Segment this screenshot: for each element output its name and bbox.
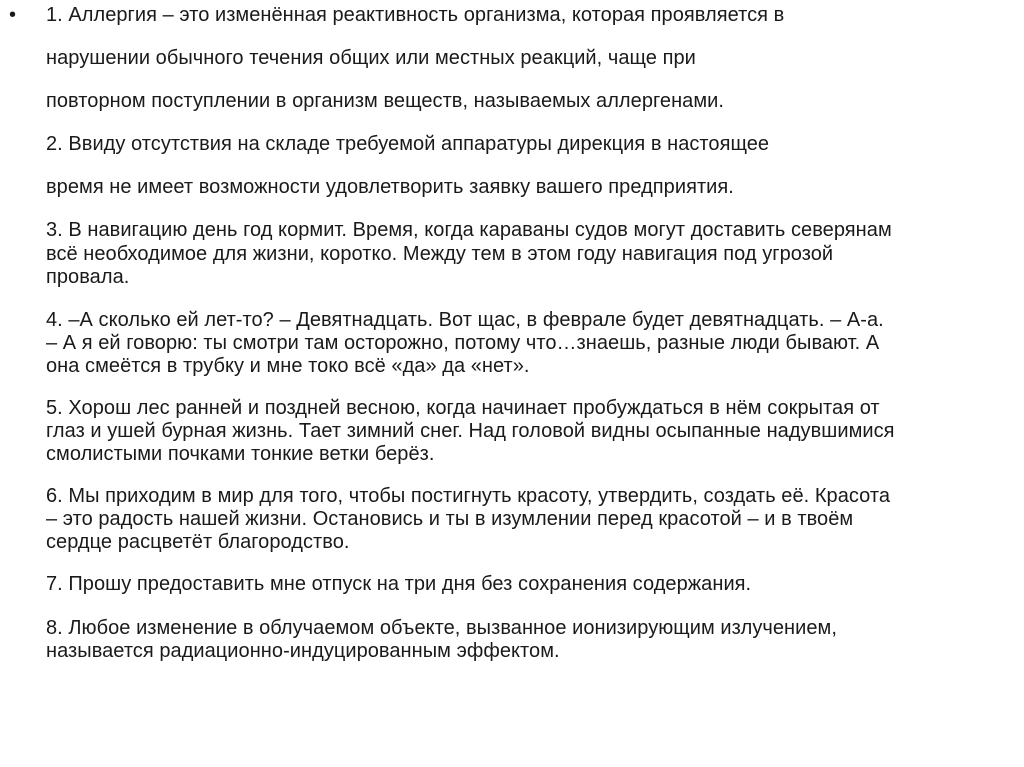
item-6-line-1: 6. Мы приходим в мир для того, чтобы постигнуть красоту, утвердить, создать её. Красота (46, 485, 891, 507)
item-3-line-1: 3. В навигацию день год кормит. Время, когда караваны судов могут доставить северянам (46, 219, 892, 241)
item-1-line-3: повторном поступлении в организм веществ, называемых аллергенами. (46, 90, 724, 112)
item-5-line-2: глаз и ушей бурная жизнь. Тает зимний снег. Над головой видны осыпанные надувшимися (46, 420, 895, 442)
item-4-line-2: – А я ей говорю: ты смотри там осторожно, потому что…знаешь, разные люди бывают. А (46, 332, 880, 354)
item-2-line-1: 2. Ввиду отсутствия на складе требуемой аппаратуры дирекция в настоящее (46, 133, 770, 155)
item-3-line-3: провала. (46, 266, 130, 288)
item-3-line-2: всё необходимое для жизни, коротко. Между тем в этом году навигация под угрозой (46, 243, 834, 265)
bullet-marker: • (9, 4, 17, 26)
item-6-line-3: сердце расцветёт благородство. (46, 531, 350, 553)
item-1-line-2: нарушении обычного течения общих или местных реакций, чаще при (46, 47, 696, 69)
item-2-line-2: время не имеет возможности удовлетворить заявку вашего предприятия. (46, 176, 734, 198)
item-8-line-1: 8. Любое изменение в облучаемом объекте, вызванное ионизирующим излучением, (46, 617, 837, 639)
item-6-line-2: – это радость нашей жизни. Остановись и ты в изумлении перед красотой – и в твоём (46, 508, 854, 530)
item-5-line-1: 5. Хорош лес ранней и поздней весною, когда начинает пробуждаться в нём сокрытая от (46, 397, 880, 419)
item-4-line-3: она смеётся в трубку и мне токо всё «да» да «нет». (46, 355, 530, 377)
item-1-line-1: 1. Аллергия – это изменённая реактивность организма, которая проявляется в (46, 4, 785, 26)
item-4-line-1: 4. –А сколько ей лет-то? – Девятнадцать. Вот щас, в феврале будет девятнадцать. – А-а. (46, 309, 884, 331)
item-7-line-1: 7. Прошу предоставить мне отпуск на три дня без сохранения содержания. (46, 573, 752, 595)
item-5-line-3: смолистыми почками тонкие ветки берёз. (46, 443, 435, 465)
item-8-line-2: называется радиационно-индуцированным эффектом. (46, 640, 560, 662)
